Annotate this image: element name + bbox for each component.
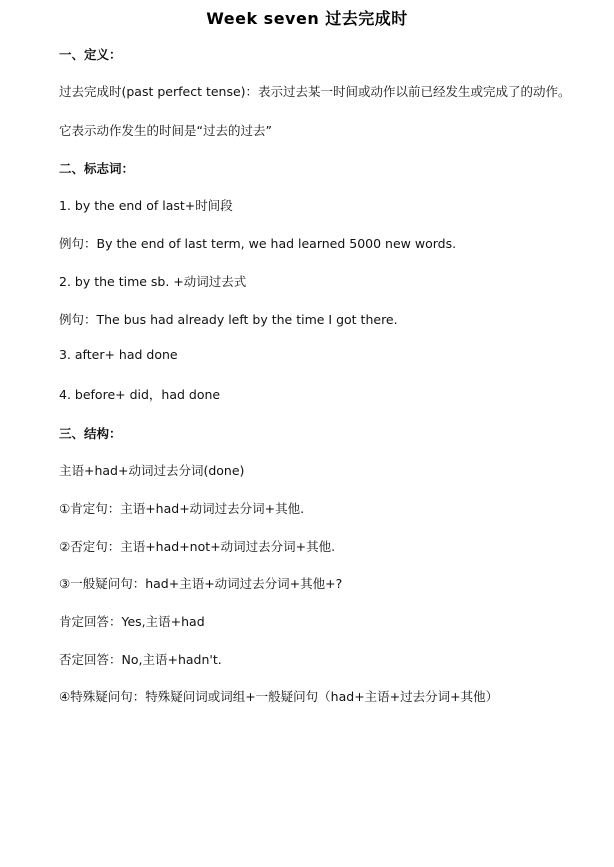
definition-note: 它表示动作发生的时间是“过去的过去” bbox=[59, 123, 272, 138]
page-title: Week seven 过去完成时 bbox=[206, 9, 408, 28]
signal-word-4: 4. before+ did，had done bbox=[59, 387, 221, 402]
section-heading-structure: 三、结构： bbox=[59, 426, 122, 441]
affirmative-answer: 肯定回答：Yes,主语+had bbox=[59, 614, 205, 629]
definition-text: 过去完成时(past perfect tense)：表示过去某一时间或动作以前已经发生或完成了的动作。 bbox=[59, 84, 571, 99]
signal-word-3: 3. after+ had done bbox=[59, 347, 178, 362]
negative-answer: 否定回答：No,主语+hadn't. bbox=[59, 652, 222, 667]
affirmative-structure: ①肯定句：主语+had+动词过去分词+其他. bbox=[59, 501, 305, 516]
negative-structure: ②否定句：主语+had+not+动词过去分词+其他. bbox=[59, 539, 336, 554]
yes-no-question-structure: ③一般疑问句：had+主语+动词过去分词+其他+? bbox=[59, 576, 343, 591]
signal-word-1: 1. by the end of last+时间段 bbox=[59, 198, 233, 213]
section-heading-definition: 一、定义： bbox=[59, 47, 122, 62]
signal-word-2: 2. by the time sb. +动词过去式 bbox=[59, 274, 247, 289]
section-heading-signal-words: 二、标志词： bbox=[59, 161, 135, 176]
example-sentence-1: 例句：By the end of last term, we had learned 5000 new words. bbox=[59, 236, 457, 251]
example-sentence-2: 例句：The bus had already left by the time I got there. bbox=[59, 312, 398, 327]
wh-question-structure: ④特殊疑问句：特殊疑问词或词组+一般疑问句（had+主语+过去分词+其他） bbox=[59, 689, 499, 704]
structure-formula: 主语+had+动词过去分词(done) bbox=[59, 463, 245, 478]
